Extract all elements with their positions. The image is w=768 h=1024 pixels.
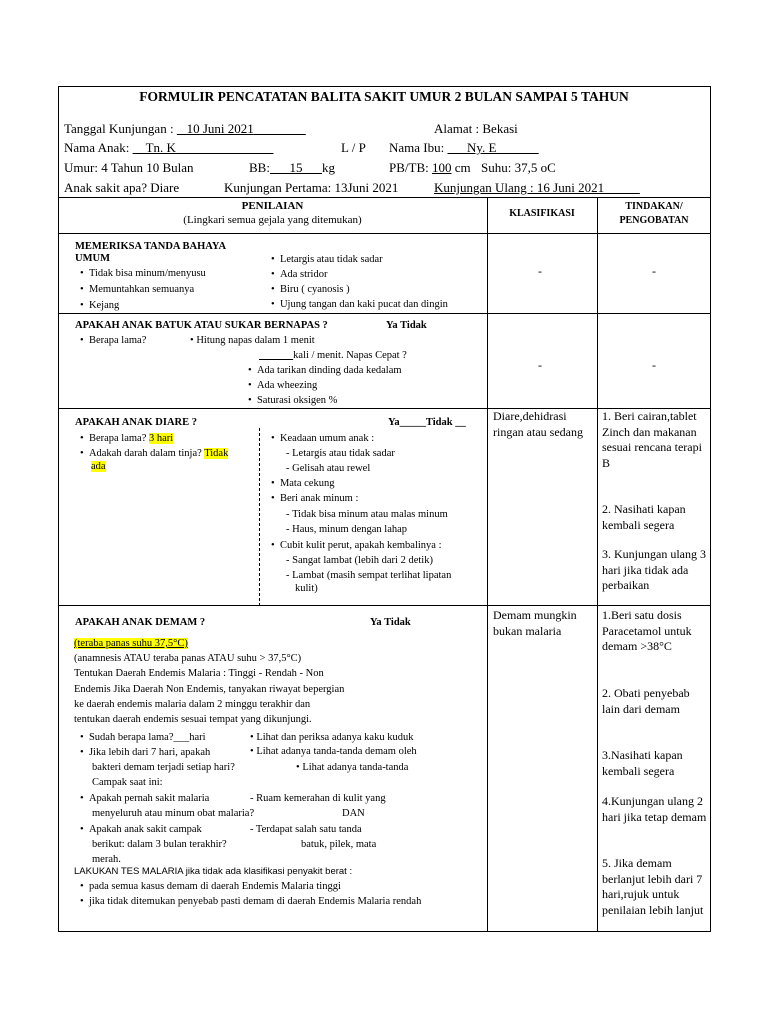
sec4-title: APAKAH ANAK DEMAM ? bbox=[75, 617, 206, 628]
list-item: • Sudah berapa lama?___hari bbox=[80, 732, 206, 743]
list-item: - Ruam kemerahan di kulit yang bbox=[250, 793, 386, 804]
list-item: • Kejang bbox=[80, 300, 120, 311]
list-item: • Jika lebih dari 7 hari, apakah bbox=[80, 747, 211, 758]
list-item: • Ada wheezing bbox=[248, 380, 318, 391]
kunjungan-pertama: Kunjungan Pertama: 13Juni 2021 bbox=[224, 180, 399, 195]
tentukan-line: Endemis Jika Daerah Non Endemis, tanyakan riwayat bepergian bbox=[74, 684, 345, 695]
teraba-panas: (teraba panas suhu 37,5°C) bbox=[74, 638, 188, 649]
sec1-tindakan: - bbox=[652, 264, 656, 278]
sec3-tindakan-3: 3. Kunjungan ulang 3 hari jika tidak ada perbaikan bbox=[602, 547, 706, 592]
list-item-cont: merah. bbox=[92, 854, 121, 865]
list-item: • Saturasi oksigen % bbox=[248, 395, 338, 406]
tentukan-line: ke daerah endemis malaria dalam 2 minggu terakhir dan bbox=[74, 699, 311, 710]
table-top-line bbox=[58, 197, 711, 198]
sec2-title: APAKAH ANAK BATUK ATAU SUKAR BERNAPAS ? bbox=[75, 320, 328, 331]
tinggi-badan: PB/TB: 100 cm bbox=[389, 160, 471, 175]
list-item: • Apakah pernah sakit malaria bbox=[80, 793, 210, 804]
list-item: • Berapa lama? 3 hari bbox=[80, 433, 174, 444]
list-item: • Berapa lama? bbox=[80, 335, 147, 346]
klasifikasi-col-line bbox=[487, 197, 488, 932]
umur: Umur: 4 Tahun 10 Bulan bbox=[64, 160, 194, 175]
tindakan-header-1: TINDAKAN/ bbox=[625, 201, 683, 212]
list-item: • Ada stridor bbox=[271, 269, 328, 280]
nama-anak: Nama Anak: Tn. K bbox=[64, 140, 176, 155]
sec4-tindakan-2: 2. Obati penyebab lain dari demam bbox=[602, 686, 690, 716]
sec3-title: APAKAH ANAK DIARE ? bbox=[75, 417, 198, 428]
sec4-tindakan-3: 3.Nasihati kapan kembali segera bbox=[602, 748, 683, 778]
list-item: • Mata cekung bbox=[271, 478, 335, 489]
sec2-klasifikasi: - bbox=[538, 358, 542, 372]
list-item: - Tidak bisa minum atau malas minum bbox=[286, 509, 448, 520]
table-header-line bbox=[58, 233, 711, 234]
alamat: Alamat : Bekasi bbox=[434, 121, 518, 136]
list-item: • Ujung tangan dan kaki pucat dan dingin bbox=[271, 299, 448, 310]
tanggal-kunjungan: Tanggal Kunjungan : 10 Juni 2021 bbox=[64, 121, 306, 137]
sec3-tindakan-1: 1. Beri cairan,tablet Zinch dan makanan sesuai rencana terapi B bbox=[602, 409, 702, 470]
list-item-cont: bakteri demam terjadi setiap hari? bbox=[92, 762, 235, 773]
list-item: • Tidak bisa minum/menyusu bbox=[80, 268, 206, 279]
list-item: • Memuntahkan semuanya bbox=[80, 284, 195, 295]
list-item: • Beri anak minum : bbox=[271, 493, 359, 504]
sec4-tindakan-1: 1.Beri satu dosis Paracetamol untuk demam >38°C bbox=[602, 608, 692, 653]
napas-cepat: kali / menit. Napas Cepat ? bbox=[293, 350, 407, 361]
list-item: • Hitung napas dalam 1 menit bbox=[190, 335, 315, 346]
tanggal-value: 10 Juni 2021 bbox=[186, 121, 254, 136]
tindakan-col-line bbox=[597, 197, 598, 932]
sec3-klasifikasi: Diare,dehidrasi ringan atau sedang bbox=[493, 409, 583, 439]
list-item: - Letargis atau tidak sadar bbox=[286, 448, 395, 459]
list-item: kulit) bbox=[295, 583, 318, 594]
list-item: • Biru ( cyanosis ) bbox=[271, 284, 350, 295]
sec1-title-2: UMUM bbox=[75, 253, 110, 264]
sec4-klasifikasi: Demam mungkin bukan malaria bbox=[493, 608, 577, 638]
row1-line bbox=[58, 313, 711, 314]
diare-divider bbox=[259, 428, 260, 606]
list-item: batuk, pilek, mata bbox=[301, 839, 377, 850]
row3-line bbox=[58, 605, 711, 606]
list-item: • Ada tarikan dinding dada kedalam bbox=[248, 365, 402, 376]
list-item: - Terdapat salah satu tanda bbox=[250, 824, 362, 835]
highlight-value: Tidak bbox=[204, 448, 229, 459]
penilaian-header: PENILAIAN bbox=[241, 200, 304, 212]
sec4-tindakan-5: 5. Jika demam berlanjut lebih dari 7 hari,rujuk untuk penilaian lebih lanjut bbox=[602, 856, 704, 917]
list-item: • Apakah anak sakit campak bbox=[80, 824, 202, 835]
list-item: • Lihat adanya tanda-tanda demam oleh bbox=[250, 746, 417, 757]
list-item-cont: Campak saat ini: bbox=[92, 777, 163, 788]
suhu: Suhu: 37,5 oC bbox=[481, 160, 556, 175]
sec4-ya-tidak: Ya Tidak bbox=[370, 617, 411, 628]
form-title: FORMULIR PENCATATAN BALITA SAKIT UMUR 2 BULAN SAMPAI 5 TAHUN bbox=[139, 89, 629, 104]
sec1-title-1: MEMERIKSA TANDA BAHAYA bbox=[75, 241, 227, 252]
tentukan-line: tentukan daerah endemis sesuai tempat yang dikunjungi. bbox=[74, 714, 312, 725]
list-item: • jika tidak ditemukan penyebab pasti demam di daerah Endemis Malaria rendah bbox=[80, 896, 422, 907]
list-item: • Cubit kulit perut, apakah kembalinya : bbox=[271, 540, 442, 551]
lakukan-tes-malaria: LAKUKAN TES MALARIA jika tidak ada klasifikasi penyakit berat : bbox=[74, 866, 353, 877]
berat-badan: BB: 15 kg bbox=[249, 160, 335, 175]
sec3-ya-tidak: Ya_____Tidak __ bbox=[388, 417, 466, 428]
list-item: DAN bbox=[342, 808, 365, 819]
list-item-cont: berikut: dalam 3 bulan terakhir? bbox=[92, 839, 227, 850]
sec2-ya-tidak: Ya Tidak bbox=[386, 320, 427, 331]
list-item: • Lihat adanya tanda-tanda bbox=[296, 762, 409, 773]
list-item: • Adakah darah dalam tinja? Tidak bbox=[80, 448, 229, 459]
list-item: • Lihat dan periksa adanya kaku kuduk bbox=[250, 732, 414, 743]
sec2-tindakan: - bbox=[652, 358, 656, 372]
sec3-tindakan-2: 2. Nasihati kapan kembali segera bbox=[602, 502, 686, 532]
list-item-cont: menyeluruh atau minum obat malaria? bbox=[92, 808, 255, 819]
anamnesis: (anamnesis ATAU teraba panas ATAU suhu > 37,5°C) bbox=[74, 653, 302, 664]
list-item: • Letargis atau tidak sadar bbox=[271, 254, 383, 265]
list-item: - Gelisah atau rewel bbox=[286, 463, 371, 474]
list-item: - Sangat lambat (lebih dari 2 detik) bbox=[286, 555, 433, 566]
highlight-value: 3 hari bbox=[148, 433, 174, 444]
penilaian-subheader: (Lingkari semua gejala yang ditemukan) bbox=[183, 214, 362, 226]
tindakan-header-2: PENGOBATAN bbox=[619, 215, 689, 226]
list-item: - Lambat (masih sempat terlihat lipatan bbox=[286, 570, 452, 581]
list-item: - Haus, minum dengan lahap bbox=[286, 524, 408, 535]
highlight-value: ada bbox=[91, 461, 106, 472]
jenis-kelamin: L / P bbox=[341, 140, 366, 155]
nama-ibu: Nama Ibu: Ny. E bbox=[389, 140, 497, 155]
list-item: • pada semua kasus demam di daerah Endemis Malaria tinggi bbox=[80, 881, 341, 892]
list-item: • Keadaan umum anak : bbox=[271, 433, 375, 444]
sec1-klasifikasi: - bbox=[538, 264, 542, 278]
tentukan-line: Tentukan Daerah Endemis Malaria : Tinggi - Rendah - Non bbox=[74, 668, 324, 679]
klasifikasi-header: KLASIFIKASI bbox=[509, 208, 575, 219]
anak-sakit-apa: Anak sakit apa? Diare bbox=[64, 180, 180, 195]
kunjungan-ulang: Kunjungan Ulang : 16 Juni 2021 bbox=[434, 180, 605, 195]
sec4-tindakan-4: 4.Kunjungan ulang 2 hari jika tetap demam bbox=[602, 794, 707, 824]
